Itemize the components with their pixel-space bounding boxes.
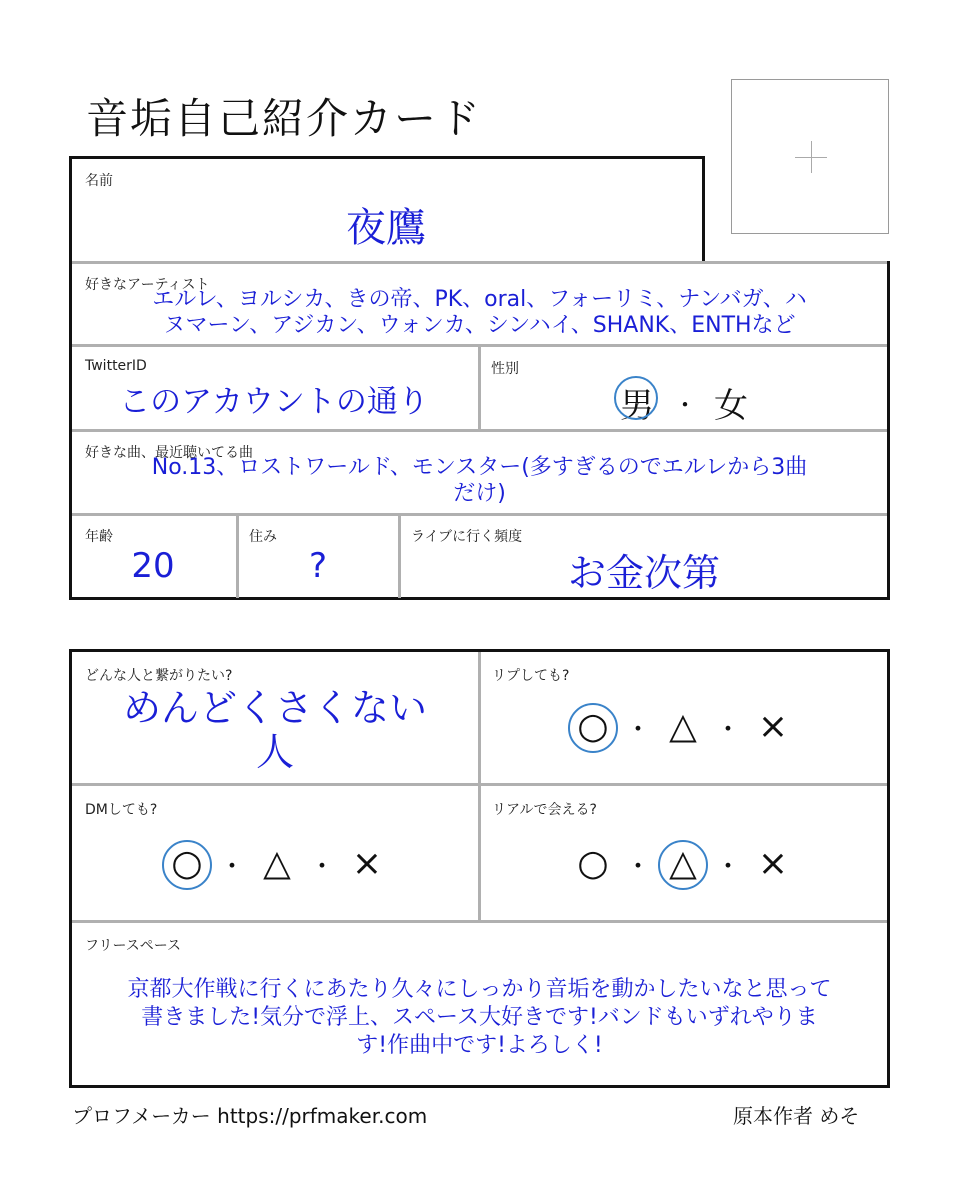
songs-line: No.13、ロストワールド、モンスター(多すぎるのでエルレから3曲 xyxy=(151,455,808,480)
name-value: 夜鷹 xyxy=(346,205,426,251)
selected-circle-mark xyxy=(614,376,658,420)
twitter-label: TwitterID xyxy=(85,358,147,374)
reply-triangle-option[interactable]: △ xyxy=(669,706,697,747)
live-frequency-value: お金次第 xyxy=(567,551,720,595)
artists-line: エルレ、ヨルシカ、きの帝、PK、oral、フォーリミ、ナンバガ、ハ xyxy=(152,287,807,312)
meet-options: ○ ・ △ ・ × xyxy=(570,841,796,887)
meet-label: リアルで会える? xyxy=(492,802,597,818)
songs-line: だけ) xyxy=(453,481,506,506)
age-label: 年齢 xyxy=(85,529,113,545)
gender-male-option[interactable]: 男 xyxy=(615,378,659,427)
reply-circle-option[interactable]: ○ xyxy=(570,704,616,750)
home-label: 住み xyxy=(249,529,277,545)
profile-card xyxy=(69,156,890,600)
artists-label: 好きなアーティスト xyxy=(85,277,210,293)
home-value: ? xyxy=(308,546,328,586)
songs-value xyxy=(69,455,890,507)
free-space-line: 書きました!気分で浮上、スペース大好きです!バンドもいずれやりま xyxy=(141,1005,818,1030)
connect-line: めんどくさくない xyxy=(122,686,427,730)
dm-circle-option[interactable]: ○ xyxy=(164,841,210,887)
footer-site-link[interactable]: プロフメーカー https://prfmaker.com xyxy=(72,1104,428,1128)
connect-line: 人 xyxy=(255,730,294,774)
live-frequency-label: ライブに行く頻度 xyxy=(411,529,523,545)
dm-label: DMしても? xyxy=(85,802,158,818)
card-title: 音垢自己紹介カード xyxy=(86,94,483,143)
gender-female-option[interactable]: 女 xyxy=(714,386,748,426)
dm-triangle-option[interactable]: △ xyxy=(263,843,291,884)
meet-triangle-option[interactable]: △ xyxy=(660,841,706,887)
preferences-card xyxy=(69,649,890,1088)
age-value: 20 xyxy=(131,546,175,586)
reply-options: ○ ・ △ ・ × xyxy=(570,704,796,750)
artists-value xyxy=(69,287,890,339)
dm-cross-option[interactable]: × xyxy=(351,843,383,884)
twitter-value: このアカウントの通り xyxy=(119,384,429,420)
dm-options: ○ ・ △ ・ × xyxy=(164,841,390,887)
reply-cross-option[interactable]: × xyxy=(757,706,789,747)
gender-options: 男 ・ 女 xyxy=(615,378,751,427)
meet-cross-option[interactable]: × xyxy=(757,843,789,884)
free-space-line: す!作曲中です!よろしく! xyxy=(356,1033,603,1058)
free-space-value xyxy=(72,976,887,1060)
free-space-label: フリースペース xyxy=(85,938,182,954)
artists-line: ヌマーン、アジカン、ウォンカ、シンハイ、SHANK、ENTHなど xyxy=(163,313,796,338)
connect-value xyxy=(72,686,478,774)
footer-author-credit: 原本作者 めそ xyxy=(733,1104,860,1128)
name-label: 名前 xyxy=(85,173,113,189)
gender-label: 性別 xyxy=(491,361,519,377)
free-space-line: 京都大作戦に行くにあたり久々にしっかり音垢を動かしたいなと思って xyxy=(127,977,832,1002)
meet-circle-option[interactable]: ○ xyxy=(577,843,609,884)
reply-label: リプしても? xyxy=(492,668,570,684)
songs-label: 好きな曲、最近聴いてる曲 xyxy=(85,445,253,461)
connect-label: どんな人と繋がりたい? xyxy=(85,668,233,684)
